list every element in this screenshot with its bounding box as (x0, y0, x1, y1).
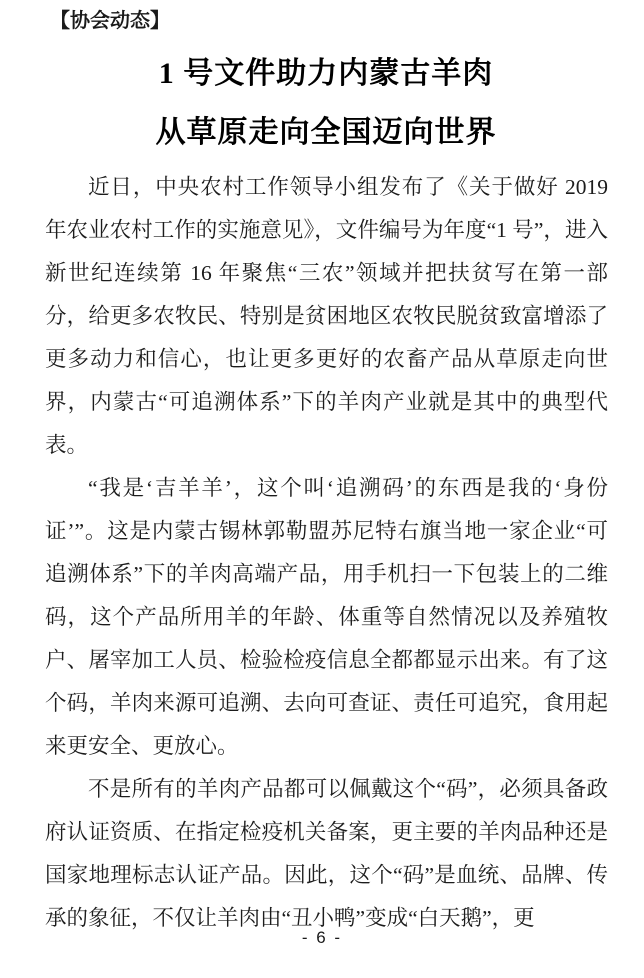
section-tag: 【协会动态】 (50, 10, 170, 32)
paragraph: “我是‘吉羊羊’，这个叫‘追溯码’的东西是我的‘身份证’”。这是内蒙古锡林郭勒盟苏尼特右旗当地一家企业“可追溯体系”下的羊肉高端产品，用手机扫一下包装上的二维码，这个产品所用羊的年龄、体重等自然情况以及养殖牧户、屠宰加工人员、检验检疫信息全都都显示出来。有了这个码，羊肉来源可追溯、去向可查证、责任可追究，食用起来更安全、更放心。 (45, 476, 608, 758)
document-title (45, 44, 607, 162)
document-title-line1: 1 号文件助力内蒙古羊肉 (158, 57, 494, 90)
document-title-line2: 从草原走向全国迈向世界 (155, 116, 497, 149)
document-body (45, 166, 608, 940)
paragraph: 近日，中央农村工作领导小组发布了《关于做好 2019 年农业农村工作的实施意见》，文件编号为年度“1 号”，进入新世纪连续第 16 年聚焦“三农”领域并把扶贫写在第一部分，给更多农牧民、特别是贫困地区农牧民脱贫致富增添了更多动力和信心，也让更多更好的农畜产品从草原走向世界，内蒙古“可追溯体系”下的羊肉产业就是其中的典型代表。 (45, 175, 608, 457)
paragraph: 不是所有的羊肉产品都可以佩戴这个“码”，必须具备政府认证资质、在指定检疫机关备案，更主要的羊肉品种还是国家地理标志认证产品。因此，这个“码”是血统、品牌、传承的象征，不仅让羊肉由“丑小鸭”变成“白天鹅”，更 (45, 777, 608, 930)
page-number: - 6 - (301, 928, 343, 947)
